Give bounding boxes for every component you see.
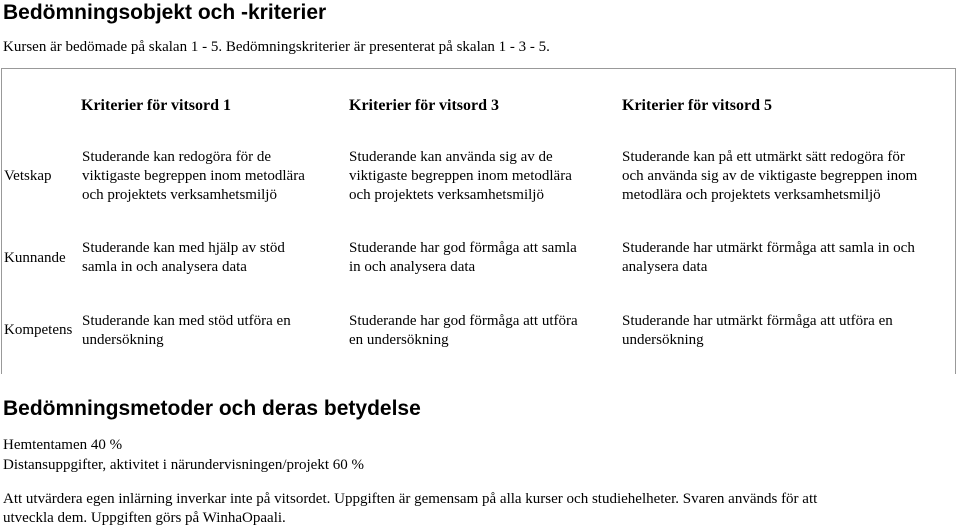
criteria-cell: Studerande har god förmåga att utföra en undersökning (349, 313, 578, 348)
row-label-kunnande: Kunnande (4, 250, 66, 266)
row-label-vetskap: Vetskap (4, 168, 52, 184)
criteria-cell: Studerande kan med stöd utföra en undersökning (82, 313, 291, 348)
criteria-cell: Studerande har utmärkt förmåga att samla in och analysera data (622, 240, 915, 275)
scale-intro-text: Kursen är bedömade på skalan 1 - 5. Bedömningskriterier är presenterat på skalan 1 - 3 - 5. (3, 39, 550, 55)
criteria-cell: Studerande kan redogöra för de viktigaste begreppen inom metodlära och projektets verksamhetsmiljö (82, 149, 305, 203)
section-title-assessment-criteria: Bedömningsobjekt och -kriterier (3, 1, 327, 24)
criteria-cell: Studerande kan använda sig av de viktigaste begreppen inom metodlära och projektets verksamhetsmiljö (349, 149, 572, 203)
criteria-cell: Studerande kan på ett utmärkt sätt redogöra för och använda sig av de viktigaste begreppen inom metodlära och projektets verksamhetsmiljö (622, 149, 918, 203)
criteria-cell: Studerande har god förmåga att samla in och analysera data (349, 240, 577, 275)
section-title-assessment-methods: Bedömningsmetoder och deras betydelse (3, 397, 421, 420)
row-label-kompetens: Kompetens (4, 322, 73, 338)
criteria-cell: Studerande har utmärkt förmåga att utföra en undersökning (622, 313, 893, 348)
header-grade-1: Kriterier för vitsord 1 (81, 97, 232, 114)
self-evaluation-note: utveckla dem. Uppgiften görs på WinhaOpaali. (3, 510, 286, 526)
header-grade-5: Kriterier för vitsord 5 (622, 97, 773, 114)
criteria-cell: Studerande kan med hjälp av stöd samla in och analysera data (82, 240, 285, 275)
header-grade-3: Kriterier för vitsord 3 (349, 97, 500, 114)
method-line: Distansuppgifter, aktivitet i närundervisningen/projekt 60 % (3, 457, 364, 473)
method-line: Hemtentamen 40 % (3, 437, 123, 453)
self-evaluation-note: Att utvärdera egen inlärning inverkar inte på vitsordet. Uppgiften är gemensam på alla kurser och studiehelheter. Svaren används för att (3, 491, 818, 507)
